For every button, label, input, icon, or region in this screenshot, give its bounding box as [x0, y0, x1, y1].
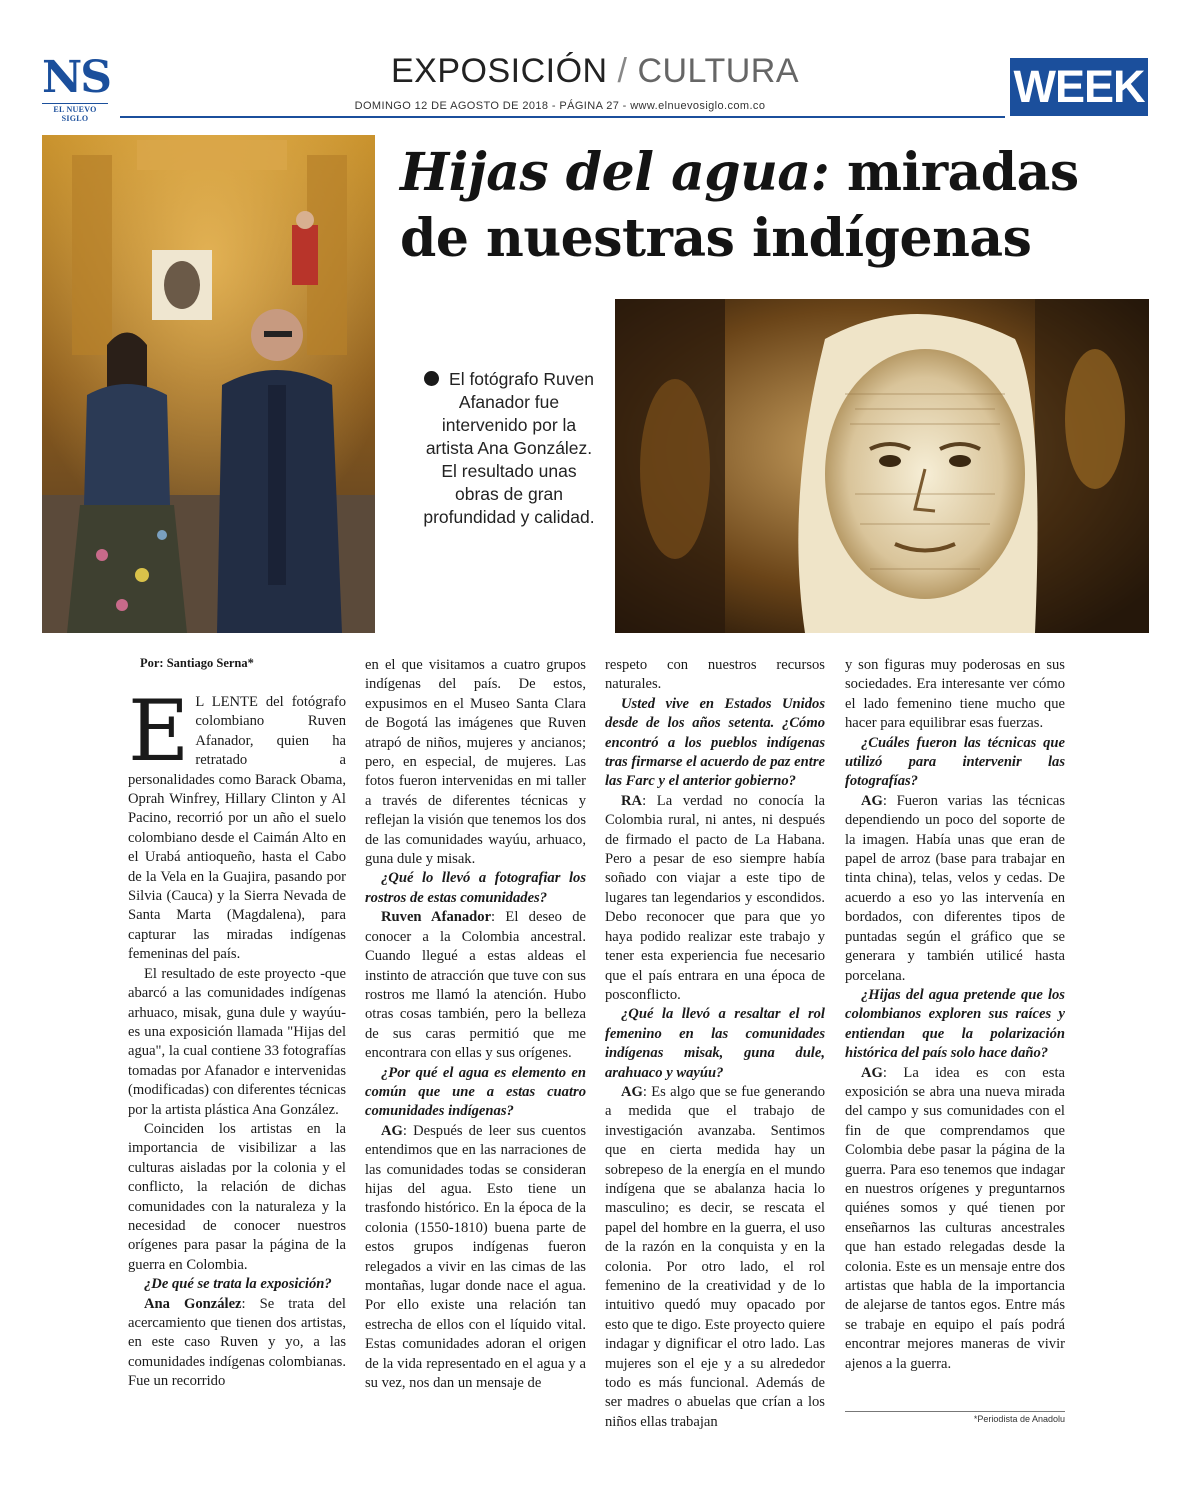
answer-text: : La idea es con esta exposición se abra una nueva mirada del campo y sus comunidades con el fin de que comprendamos que Colombia debe pasar la página de la guerra. Para eso tenemos que indagar en nuestros orígenes y preguntarnos quiénes somos y qué tienen por enseñarnos las culturas ancestrales que han estado relegadas desde la colonia. Este es un mensaje entre dos artistas que habla de la importancia de alejarse de tantos egos. Entre más se trabaje en equipo el país podrá encontrar mejores maneras de vivir ajenos a la guerra.: [845, 1064, 1065, 1372]
photo-caption: [418, 368, 600, 529]
headline-italic: Hijas del agua:: [400, 142, 830, 203]
section-separator: /: [617, 52, 628, 90]
interview-answer: [605, 1083, 825, 1432]
article-column-4: [845, 656, 1065, 1374]
speaker-name: Ana González: [144, 1295, 242, 1312]
dateline: DOMINGO 12 DE AGOSTO DE 2018 - PÁGINA 27 - www.elnuevosiglo.com.co: [354, 100, 766, 112]
interview-question: ¿Por qué el agua es elemento en común que une a estas cuatro comunidades indígenas?: [365, 1064, 586, 1120]
interview-question: ¿De qué se trata la exposición?: [144, 1276, 332, 1293]
byline: Por: Santiago Serna*: [140, 656, 254, 670]
drop-cap: E: [128, 682, 190, 780]
logo-subtext: EL NUEVO SIGLO: [42, 103, 108, 123]
interview-answer: [845, 1064, 1065, 1375]
speaker-name: AG: [381, 1122, 403, 1139]
article-paragraph: [128, 682, 346, 965]
interview-question: ¿Qué lo llevó a fotografiar los rostros de estas comunidades?: [365, 870, 586, 906]
article-paragraph: Coinciden los artistas en la importancia de visibilizar a las culturas aisladas por la colonia y el conflicto, la relación de dichas comunidades con la naturaleza y la necesidad de conocer nuestros orígenes para pasar la página de la guerra en Colombia.: [128, 1120, 346, 1273]
section-title: [360, 52, 830, 91]
paragraph-text: L LENTE del fotógrafo colombiano Ruven Afanador, quien ha retratado a personalidades como Barack Obama, Oprah Winfrey, Hillary Clinton y Al Pacino, recorrió por un año el suelo colombiano desde el Caimán Alto en el Urabá antioqueño, hasta el Cabo de la Vela en la Guajira, pasando por Silvia (Cauca) y la Sierra Nevada de Santa Marta (Magdalena), para capturar las miradas indígenas femeninas del país.: [128, 694, 346, 963]
interview-question: ¿Cuáles fueron las técnicas que utilizó para intervenir las fotografías?: [845, 734, 1065, 790]
interview-answer: [605, 792, 825, 1005]
answer-text: : Se trata del acercamiento que tienen dos artistas, en este caso Ruven y yo, a las comunidades indígenas colombianas. Fue un recorrido: [128, 1295, 346, 1390]
answer-text: : Fueron varias las técnicas dependiendo un poco del soporte de la imagen. Había unas que eran de papel de arroz (base para trabajar en tinta china), telas, velos y cedas. De acuerdo a eso yo las intervenía en bordados, con diferentes tipos de puntadas según el gráfico que se generara y también utilicé hasta porcelana.: [845, 792, 1065, 984]
photo-intervened-portrait: [615, 299, 1149, 633]
article-paragraph: El resultado de este proyecto -que abarcó a las comunidades indígenas arhuaco, misak, guna dule y wayúu- es una exposición llamada "Hijas del agua", la cual contiene 33 fotografías tomadas por Afanador e intervenidas (modificadas) con diferentes técnicas por la artista plástica Ana González.: [128, 965, 346, 1118]
week-badge: WEEK: [1010, 58, 1148, 116]
photo-artists-in-church: [42, 135, 375, 633]
headline-rest: miradas de nuestras indígenas: [400, 142, 1079, 269]
interview-answer: [845, 792, 1065, 986]
section-primary: EXPOSICIÓN: [390, 52, 608, 90]
section-secondary: CULTURA: [637, 52, 799, 90]
interview-answer: [128, 1295, 346, 1392]
interview-question: ¿Qué la llevó a resaltar el rol femenino en las comunidades indígenas misak, guna dule, arahuaco y wayúu?: [605, 1006, 825, 1081]
speaker-name: RA: [621, 792, 643, 809]
headline: [400, 140, 1160, 272]
article-column-1: [128, 682, 346, 1392]
header-rule: [120, 116, 1005, 118]
article-paragraph: en el que visitamos a cuatro grupos indígenas del país. De estos, expusimos en el Museo Santa Clara de Bogotá las imágenes que Ruven atrapó de niños, mujeres y ancianos; pero, en especial, de mujeres. Las fotos fueron intervenidas en mi taller a través de diferentes técnicas y reflejan la visión que tenemos los dos de las comunidades wayúu, arhuaco, guna dule y misak.: [365, 657, 586, 868]
article-paragraph: y son figuras muy poderosas en sus sociedades. Era interesante ver cómo el lado femenino tiene mucho que hacer para equilibrar esas fuerzas.: [845, 657, 1065, 732]
bullet-icon: [424, 371, 439, 386]
speaker-name: AG: [861, 1064, 883, 1081]
interview-question: ¿Hijas del agua pretende que los colombianos exploren sus raíces y entiendan que la polarización histórica del país solo hace daño?: [845, 986, 1065, 1062]
footnote: *Periodista de Anadolu: [973, 1414, 1065, 1424]
logo-mark: NS: [42, 52, 110, 103]
answer-text: : Después de leer sus cuentos entendimos que en las narraciones de las comunidades todas se consideran hijas del agua. Esto tiene un trasfondo histórico. En la época de la colonia (1550-1810) buena parte de estos grupos indígenas fueron relegados a vivir en las cimas de las montañas, lugar donde nace el agua. Por ello existe una relación tan estrecha de ellos con el líquido vital. Estas comunidades adoran el origen de la vida representado en el agua y a su vez, nos dan un mensaje de: [365, 1122, 586, 1392]
speaker-name: AG: [621, 1083, 643, 1100]
answer-text: : Es algo que se fue generando a medida que el trabajo de investigación avanzaba. Sentimos que en cierta medida hay un sobrepeso de la energía en el mundo indígena que se abalanza hacia lo masculino; es decir, se rescata el papel del hombre en la guerra, el uso de la razón en la conquista y en la colonia. Por otro lado, el rol femenino de la creatividad y de lo intuitivo quedó muy opacado por esto que te digo. Este proyecto quiere indagar y dignificar el otro lado. Las mujeres son el eje y a su alrededor todo es más funcional. Además de ser madres o abuelas que crían a los niños ellas trabajan: [605, 1083, 825, 1430]
answer-text: : El deseo de conocer a la Colombia ancestral. Cuando llegué a estas aldeas el instinto de atracción que tuve con sus rostros me llamó la atención. Hubo otras cosas también, pero la belleza de sus caras permitió que me encontrara con ellas y sus orígenes.: [365, 909, 586, 1062]
interview-answer: [365, 1122, 586, 1394]
footnote-rule: [845, 1411, 1065, 1412]
interview-answer: [365, 908, 586, 1063]
speaker-name: AG: [861, 792, 883, 809]
interview-question: Usted vive en Estados Unidos desde de los años setenta. ¿Cómo encontró a los pueblos indígenas tras firmarse el acuerdo de paz entre las Farc y el anterior gobierno?: [605, 695, 825, 790]
article-column-2: [365, 656, 586, 1393]
answer-text: : La verdad no conocía la Colombia rural, ni antes, ni después de firmado el pacto de La Habana. Pero a pesar de eso siempre había soñado con viajar a este tipo de lugares tan legendarios y escondidos. Debo reconocer que para que yo haya podido realizar este trabajo y tener esta experiencia fue necesario que el país entrara en una época de posconflicto.: [605, 792, 825, 1003]
article-column-3: [605, 656, 825, 1432]
newspaper-logo[interactable]: [42, 52, 110, 123]
caption-text: El fotógrafo Ruven Afanador fue intervenido por la artista Ana González. El resultado unas obras de gran profundidad y calidad.: [423, 369, 595, 527]
article-paragraph: respeto con nuestros recursos naturales.: [605, 657, 825, 693]
speaker-name: Ruven Afanador: [381, 909, 492, 926]
